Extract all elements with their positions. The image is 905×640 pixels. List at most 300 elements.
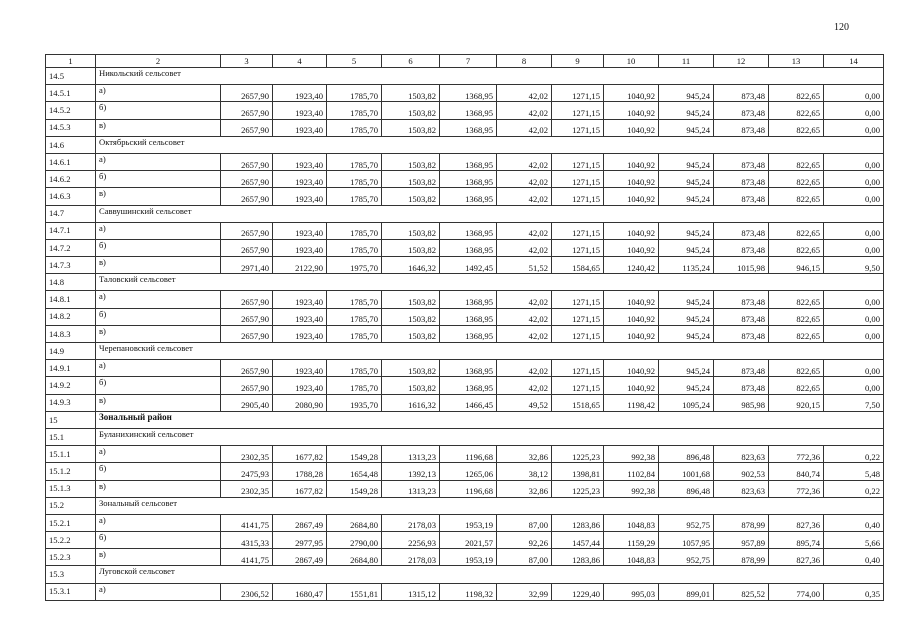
value-cell: 1549,28 bbox=[327, 446, 382, 463]
table-row bbox=[46, 222, 884, 239]
value-cell: 0,00 bbox=[824, 377, 884, 394]
value-cell: 2657,90 bbox=[221, 291, 273, 308]
row-label: б) bbox=[96, 463, 221, 480]
value-cell: 1466,45 bbox=[440, 394, 497, 411]
value-cell: 873,48 bbox=[714, 85, 769, 102]
value-cell: 825,52 bbox=[714, 583, 769, 600]
value-cell: 2021,57 bbox=[440, 532, 497, 549]
value-cell: 1503,82 bbox=[382, 171, 440, 188]
row-label: в) bbox=[96, 257, 221, 274]
value-cell: 1271,15 bbox=[552, 119, 604, 136]
value-cell: 899,01 bbox=[659, 583, 714, 600]
value-cell: 2905,40 bbox=[221, 394, 273, 411]
value-cell: 1040,92 bbox=[604, 325, 659, 342]
value-cell: 1923,40 bbox=[273, 119, 327, 136]
value-cell: 42,02 bbox=[497, 325, 552, 342]
value-cell: 1492,45 bbox=[440, 257, 497, 274]
value-cell: 1196,68 bbox=[440, 480, 497, 497]
table-row bbox=[46, 119, 884, 136]
value-cell: 945,24 bbox=[659, 102, 714, 119]
value-cell: 1271,15 bbox=[552, 171, 604, 188]
value-cell: 952,75 bbox=[659, 549, 714, 566]
value-cell: 2306,52 bbox=[221, 583, 273, 600]
value-cell: 822,65 bbox=[769, 325, 824, 342]
value-cell: 1503,82 bbox=[382, 222, 440, 239]
value-cell: 2867,49 bbox=[273, 514, 327, 531]
value-cell: 1923,40 bbox=[273, 325, 327, 342]
table-row bbox=[46, 308, 884, 325]
section-name: Луговской сельсовет bbox=[96, 566, 884, 583]
table-row bbox=[46, 85, 884, 102]
value-cell: 873,48 bbox=[714, 291, 769, 308]
value-cell: 1584,65 bbox=[552, 257, 604, 274]
value-cell: 4141,75 bbox=[221, 514, 273, 531]
section-name: Зональный район bbox=[96, 411, 884, 428]
value-cell: 1785,70 bbox=[327, 291, 382, 308]
table-row bbox=[46, 549, 884, 566]
value-cell: 1785,70 bbox=[327, 153, 382, 170]
value-cell: 2657,90 bbox=[221, 360, 273, 377]
value-cell: 1057,95 bbox=[659, 532, 714, 549]
value-cell: 9,50 bbox=[824, 257, 884, 274]
value-cell: 945,24 bbox=[659, 239, 714, 256]
row-label: а) bbox=[96, 446, 221, 463]
row-id: 15.2.3 bbox=[46, 549, 96, 566]
value-cell: 873,48 bbox=[714, 377, 769, 394]
value-cell: 822,65 bbox=[769, 171, 824, 188]
row-id: 14.8.1 bbox=[46, 291, 96, 308]
value-cell: 42,02 bbox=[497, 153, 552, 170]
value-cell: 2657,90 bbox=[221, 85, 273, 102]
value-cell: 0,00 bbox=[824, 119, 884, 136]
value-cell: 32,86 bbox=[497, 446, 552, 463]
value-cell: 945,24 bbox=[659, 188, 714, 205]
value-cell: 2657,90 bbox=[221, 102, 273, 119]
value-cell: 87,00 bbox=[497, 514, 552, 531]
value-cell: 946,15 bbox=[769, 257, 824, 274]
value-cell: 2971,40 bbox=[221, 257, 273, 274]
value-cell: 992,38 bbox=[604, 446, 659, 463]
value-cell: 2657,90 bbox=[221, 239, 273, 256]
value-cell: 1551,81 bbox=[327, 583, 382, 600]
value-cell: 42,02 bbox=[497, 308, 552, 325]
value-cell: 873,48 bbox=[714, 171, 769, 188]
value-cell: 2302,35 bbox=[221, 446, 273, 463]
value-cell: 0,22 bbox=[824, 480, 884, 497]
value-cell: 1503,82 bbox=[382, 85, 440, 102]
value-cell: 822,65 bbox=[769, 291, 824, 308]
value-cell: 2122,90 bbox=[273, 257, 327, 274]
value-cell: 2178,03 bbox=[382, 549, 440, 566]
value-cell: 878,99 bbox=[714, 549, 769, 566]
value-cell: 1923,40 bbox=[273, 102, 327, 119]
value-cell: 1923,40 bbox=[273, 360, 327, 377]
row-id: 14.6.3 bbox=[46, 188, 96, 205]
section-name: Буланихинский сельсовет bbox=[96, 428, 884, 445]
value-cell: 1095,24 bbox=[659, 394, 714, 411]
value-cell: 822,65 bbox=[769, 119, 824, 136]
value-cell: 32,86 bbox=[497, 480, 552, 497]
value-cell: 1368,95 bbox=[440, 222, 497, 239]
column-header: 11 bbox=[659, 55, 714, 68]
value-cell: 873,48 bbox=[714, 222, 769, 239]
value-cell: 42,02 bbox=[497, 188, 552, 205]
table-row bbox=[46, 583, 884, 600]
value-cell: 1040,92 bbox=[604, 153, 659, 170]
value-cell: 873,48 bbox=[714, 102, 769, 119]
value-cell: 945,24 bbox=[659, 119, 714, 136]
value-cell: 2977,95 bbox=[273, 532, 327, 549]
row-label: в) bbox=[96, 325, 221, 342]
table-row bbox=[46, 446, 884, 463]
column-header: 10 bbox=[604, 55, 659, 68]
value-cell: 2657,90 bbox=[221, 171, 273, 188]
value-cell: 0,00 bbox=[824, 239, 884, 256]
value-cell: 1549,28 bbox=[327, 480, 382, 497]
value-cell: 1040,92 bbox=[604, 171, 659, 188]
column-header: 1 bbox=[46, 55, 96, 68]
value-cell: 1503,82 bbox=[382, 360, 440, 377]
value-cell: 822,65 bbox=[769, 360, 824, 377]
row-label: б) bbox=[96, 532, 221, 549]
row-id: 15.3 bbox=[46, 566, 96, 583]
value-cell: 995,03 bbox=[604, 583, 659, 600]
row-id: 14.8.3 bbox=[46, 325, 96, 342]
value-cell: 1923,40 bbox=[273, 171, 327, 188]
value-cell: 0,00 bbox=[824, 102, 884, 119]
value-cell: 1048,83 bbox=[604, 514, 659, 531]
value-cell: 1785,70 bbox=[327, 222, 382, 239]
value-cell: 1503,82 bbox=[382, 102, 440, 119]
value-cell: 1923,40 bbox=[273, 85, 327, 102]
value-cell: 822,65 bbox=[769, 377, 824, 394]
value-cell: 1271,15 bbox=[552, 239, 604, 256]
value-cell: 1503,82 bbox=[382, 325, 440, 342]
row-label: в) bbox=[96, 119, 221, 136]
value-cell: 1518,65 bbox=[552, 394, 604, 411]
value-cell: 5,66 bbox=[824, 532, 884, 549]
value-cell: 992,38 bbox=[604, 480, 659, 497]
value-cell: 0,00 bbox=[824, 171, 884, 188]
value-cell: 1785,70 bbox=[327, 102, 382, 119]
value-cell: 822,65 bbox=[769, 153, 824, 170]
column-header: 2 bbox=[96, 55, 221, 68]
value-cell: 822,65 bbox=[769, 85, 824, 102]
table-row bbox=[46, 394, 884, 411]
row-label: в) bbox=[96, 394, 221, 411]
column-header: 5 bbox=[327, 55, 382, 68]
value-cell: 1785,70 bbox=[327, 85, 382, 102]
value-cell: 0,40 bbox=[824, 514, 884, 531]
section-name: Октябрьский сельсовет bbox=[96, 136, 884, 153]
value-cell: 2657,90 bbox=[221, 119, 273, 136]
value-cell: 1368,95 bbox=[440, 153, 497, 170]
value-cell: 42,02 bbox=[497, 377, 552, 394]
row-label: а) bbox=[96, 583, 221, 600]
value-cell: 42,02 bbox=[497, 239, 552, 256]
row-id: 15.1 bbox=[46, 428, 96, 445]
value-cell: 5,48 bbox=[824, 463, 884, 480]
row-id: 14.7.2 bbox=[46, 239, 96, 256]
value-cell: 1040,92 bbox=[604, 291, 659, 308]
section-row bbox=[46, 566, 884, 583]
value-cell: 945,24 bbox=[659, 308, 714, 325]
column-header: 13 bbox=[769, 55, 824, 68]
value-cell: 1785,70 bbox=[327, 308, 382, 325]
value-cell: 1503,82 bbox=[382, 188, 440, 205]
value-cell: 1283,86 bbox=[552, 549, 604, 566]
value-cell: 1677,82 bbox=[273, 446, 327, 463]
row-label: а) bbox=[96, 291, 221, 308]
value-cell: 1196,68 bbox=[440, 446, 497, 463]
value-cell: 772,36 bbox=[769, 480, 824, 497]
value-cell: 1368,95 bbox=[440, 325, 497, 342]
value-cell: 1616,32 bbox=[382, 394, 440, 411]
table-row bbox=[46, 463, 884, 480]
value-cell: 42,02 bbox=[497, 85, 552, 102]
row-id: 15.1.1 bbox=[46, 446, 96, 463]
column-header: 12 bbox=[714, 55, 769, 68]
value-cell: 878,99 bbox=[714, 514, 769, 531]
value-cell: 1368,95 bbox=[440, 171, 497, 188]
value-cell: 772,36 bbox=[769, 446, 824, 463]
value-cell: 1040,92 bbox=[604, 222, 659, 239]
value-cell: 1785,70 bbox=[327, 188, 382, 205]
value-cell: 0,00 bbox=[824, 222, 884, 239]
value-cell: 0,00 bbox=[824, 85, 884, 102]
value-cell: 823,63 bbox=[714, 446, 769, 463]
row-id: 15.3.1 bbox=[46, 583, 96, 600]
value-cell: 2657,90 bbox=[221, 308, 273, 325]
value-cell: 952,75 bbox=[659, 514, 714, 531]
row-label: а) bbox=[96, 153, 221, 170]
value-cell: 1225,23 bbox=[552, 446, 604, 463]
value-cell: 1368,95 bbox=[440, 188, 497, 205]
value-cell: 873,48 bbox=[714, 188, 769, 205]
value-cell: 2790,00 bbox=[327, 532, 382, 549]
value-cell: 945,24 bbox=[659, 153, 714, 170]
section-row bbox=[46, 274, 884, 291]
section-row bbox=[46, 205, 884, 222]
value-cell: 945,24 bbox=[659, 325, 714, 342]
value-cell: 1785,70 bbox=[327, 119, 382, 136]
column-header: 7 bbox=[440, 55, 497, 68]
value-cell: 1040,92 bbox=[604, 239, 659, 256]
value-cell: 1503,82 bbox=[382, 291, 440, 308]
value-cell: 42,02 bbox=[497, 291, 552, 308]
row-id: 14.5.2 bbox=[46, 102, 96, 119]
table-row bbox=[46, 325, 884, 342]
table-row bbox=[46, 257, 884, 274]
value-cell: 2475,93 bbox=[221, 463, 273, 480]
value-cell: 2302,35 bbox=[221, 480, 273, 497]
value-cell: 1923,40 bbox=[273, 377, 327, 394]
section-name: Зональный сельсовет bbox=[96, 497, 884, 514]
value-cell: 0,00 bbox=[824, 153, 884, 170]
table-row bbox=[46, 377, 884, 394]
value-cell: 1503,82 bbox=[382, 119, 440, 136]
value-cell: 1785,70 bbox=[327, 377, 382, 394]
value-cell: 1785,70 bbox=[327, 325, 382, 342]
column-header: 9 bbox=[552, 55, 604, 68]
value-cell: 2657,90 bbox=[221, 153, 273, 170]
value-cell: 1225,23 bbox=[552, 480, 604, 497]
row-label: в) bbox=[96, 549, 221, 566]
value-cell: 1040,92 bbox=[604, 102, 659, 119]
value-cell: 827,36 bbox=[769, 549, 824, 566]
data-table bbox=[45, 54, 884, 601]
value-cell: 1785,70 bbox=[327, 360, 382, 377]
value-cell: 32,99 bbox=[497, 583, 552, 600]
value-cell: 1271,15 bbox=[552, 291, 604, 308]
value-cell: 1368,95 bbox=[440, 85, 497, 102]
row-id: 14.5.1 bbox=[46, 85, 96, 102]
value-cell: 945,24 bbox=[659, 291, 714, 308]
table-row bbox=[46, 291, 884, 308]
row-label: б) bbox=[96, 102, 221, 119]
value-cell: 1368,95 bbox=[440, 308, 497, 325]
column-header: 3 bbox=[221, 55, 273, 68]
row-label: в) bbox=[96, 188, 221, 205]
section-row bbox=[46, 497, 884, 514]
row-id: 15.2.1 bbox=[46, 514, 96, 531]
value-cell: 1271,15 bbox=[552, 360, 604, 377]
value-cell: 1040,92 bbox=[604, 377, 659, 394]
row-id: 14.8 bbox=[46, 274, 96, 291]
value-cell: 1315,12 bbox=[382, 583, 440, 600]
row-id: 14.6.1 bbox=[46, 153, 96, 170]
value-cell: 1398,81 bbox=[552, 463, 604, 480]
table-row bbox=[46, 153, 884, 170]
value-cell: 1159,29 bbox=[604, 532, 659, 549]
value-cell: 1503,82 bbox=[382, 239, 440, 256]
value-cell: 945,24 bbox=[659, 360, 714, 377]
value-cell: 873,48 bbox=[714, 360, 769, 377]
value-cell: 1646,32 bbox=[382, 257, 440, 274]
value-cell: 42,02 bbox=[497, 119, 552, 136]
value-cell: 1392,13 bbox=[382, 463, 440, 480]
value-cell: 4141,75 bbox=[221, 549, 273, 566]
column-header: 4 bbox=[273, 55, 327, 68]
value-cell: 1271,15 bbox=[552, 308, 604, 325]
value-cell: 1040,92 bbox=[604, 308, 659, 325]
value-cell: 1271,15 bbox=[552, 102, 604, 119]
table-row bbox=[46, 532, 884, 549]
value-cell: 823,63 bbox=[714, 480, 769, 497]
value-cell: 1677,82 bbox=[273, 480, 327, 497]
value-cell: 822,65 bbox=[769, 102, 824, 119]
row-id: 14.6 bbox=[46, 136, 96, 153]
row-id: 14.5.3 bbox=[46, 119, 96, 136]
value-cell: 2657,90 bbox=[221, 325, 273, 342]
value-cell: 0,00 bbox=[824, 188, 884, 205]
section-name: Черепановский сельсовет bbox=[96, 343, 884, 360]
table-row bbox=[46, 480, 884, 497]
value-cell: 1923,40 bbox=[273, 153, 327, 170]
table-row bbox=[46, 102, 884, 119]
value-cell: 92,26 bbox=[497, 532, 552, 549]
value-cell: 7,50 bbox=[824, 394, 884, 411]
value-cell: 1240,42 bbox=[604, 257, 659, 274]
value-cell: 945,24 bbox=[659, 377, 714, 394]
value-cell: 1283,86 bbox=[552, 514, 604, 531]
value-cell: 1953,19 bbox=[440, 549, 497, 566]
value-cell: 2657,90 bbox=[221, 377, 273, 394]
value-cell: 945,24 bbox=[659, 171, 714, 188]
section-row bbox=[46, 411, 884, 428]
value-cell: 42,02 bbox=[497, 222, 552, 239]
value-cell: 896,48 bbox=[659, 480, 714, 497]
value-cell: 1040,92 bbox=[604, 85, 659, 102]
value-cell: 1048,83 bbox=[604, 549, 659, 566]
section-row bbox=[46, 136, 884, 153]
value-cell: 42,02 bbox=[497, 360, 552, 377]
value-cell: 1271,15 bbox=[552, 377, 604, 394]
value-cell: 42,02 bbox=[497, 102, 552, 119]
value-cell: 1015,98 bbox=[714, 257, 769, 274]
value-cell: 957,89 bbox=[714, 532, 769, 549]
value-cell: 1368,95 bbox=[440, 239, 497, 256]
value-cell: 2684,80 bbox=[327, 549, 382, 566]
table-row bbox=[46, 514, 884, 531]
value-cell: 822,65 bbox=[769, 188, 824, 205]
value-cell: 2657,90 bbox=[221, 188, 273, 205]
value-cell: 1953,19 bbox=[440, 514, 497, 531]
value-cell: 1923,40 bbox=[273, 308, 327, 325]
row-label: а) bbox=[96, 514, 221, 531]
row-id: 15.1.3 bbox=[46, 480, 96, 497]
value-cell: 822,65 bbox=[769, 222, 824, 239]
value-cell: 896,48 bbox=[659, 446, 714, 463]
column-header: 6 bbox=[382, 55, 440, 68]
value-cell: 1265,06 bbox=[440, 463, 497, 480]
value-cell: 1271,15 bbox=[552, 188, 604, 205]
value-cell: 945,24 bbox=[659, 222, 714, 239]
value-cell: 774,00 bbox=[769, 583, 824, 600]
value-cell: 0,00 bbox=[824, 308, 884, 325]
value-cell: 822,65 bbox=[769, 308, 824, 325]
value-cell: 1785,70 bbox=[327, 171, 382, 188]
value-cell: 873,48 bbox=[714, 239, 769, 256]
row-id: 14.9.1 bbox=[46, 360, 96, 377]
section-row bbox=[46, 343, 884, 360]
table-row bbox=[46, 188, 884, 205]
row-id: 14.5 bbox=[46, 68, 96, 85]
value-cell: 1271,15 bbox=[552, 325, 604, 342]
value-cell: 1368,95 bbox=[440, 291, 497, 308]
value-cell: 873,48 bbox=[714, 119, 769, 136]
row-id: 14.7.1 bbox=[46, 222, 96, 239]
value-cell: 2178,03 bbox=[382, 514, 440, 531]
value-cell: 822,65 bbox=[769, 239, 824, 256]
row-id: 15.2.2 bbox=[46, 532, 96, 549]
value-cell: 1923,40 bbox=[273, 291, 327, 308]
value-cell: 49,52 bbox=[497, 394, 552, 411]
value-cell: 1923,40 bbox=[273, 239, 327, 256]
value-cell: 1198,42 bbox=[604, 394, 659, 411]
value-cell: 873,48 bbox=[714, 325, 769, 342]
value-cell: 873,48 bbox=[714, 308, 769, 325]
value-cell: 1313,23 bbox=[382, 480, 440, 497]
value-cell: 42,02 bbox=[497, 171, 552, 188]
value-cell: 1654,48 bbox=[327, 463, 382, 480]
value-cell: 51,52 bbox=[497, 257, 552, 274]
value-cell: 4315,33 bbox=[221, 532, 273, 549]
row-id: 15 bbox=[46, 411, 96, 428]
value-cell: 0,00 bbox=[824, 360, 884, 377]
value-cell: 945,24 bbox=[659, 85, 714, 102]
column-header: 8 bbox=[497, 55, 552, 68]
